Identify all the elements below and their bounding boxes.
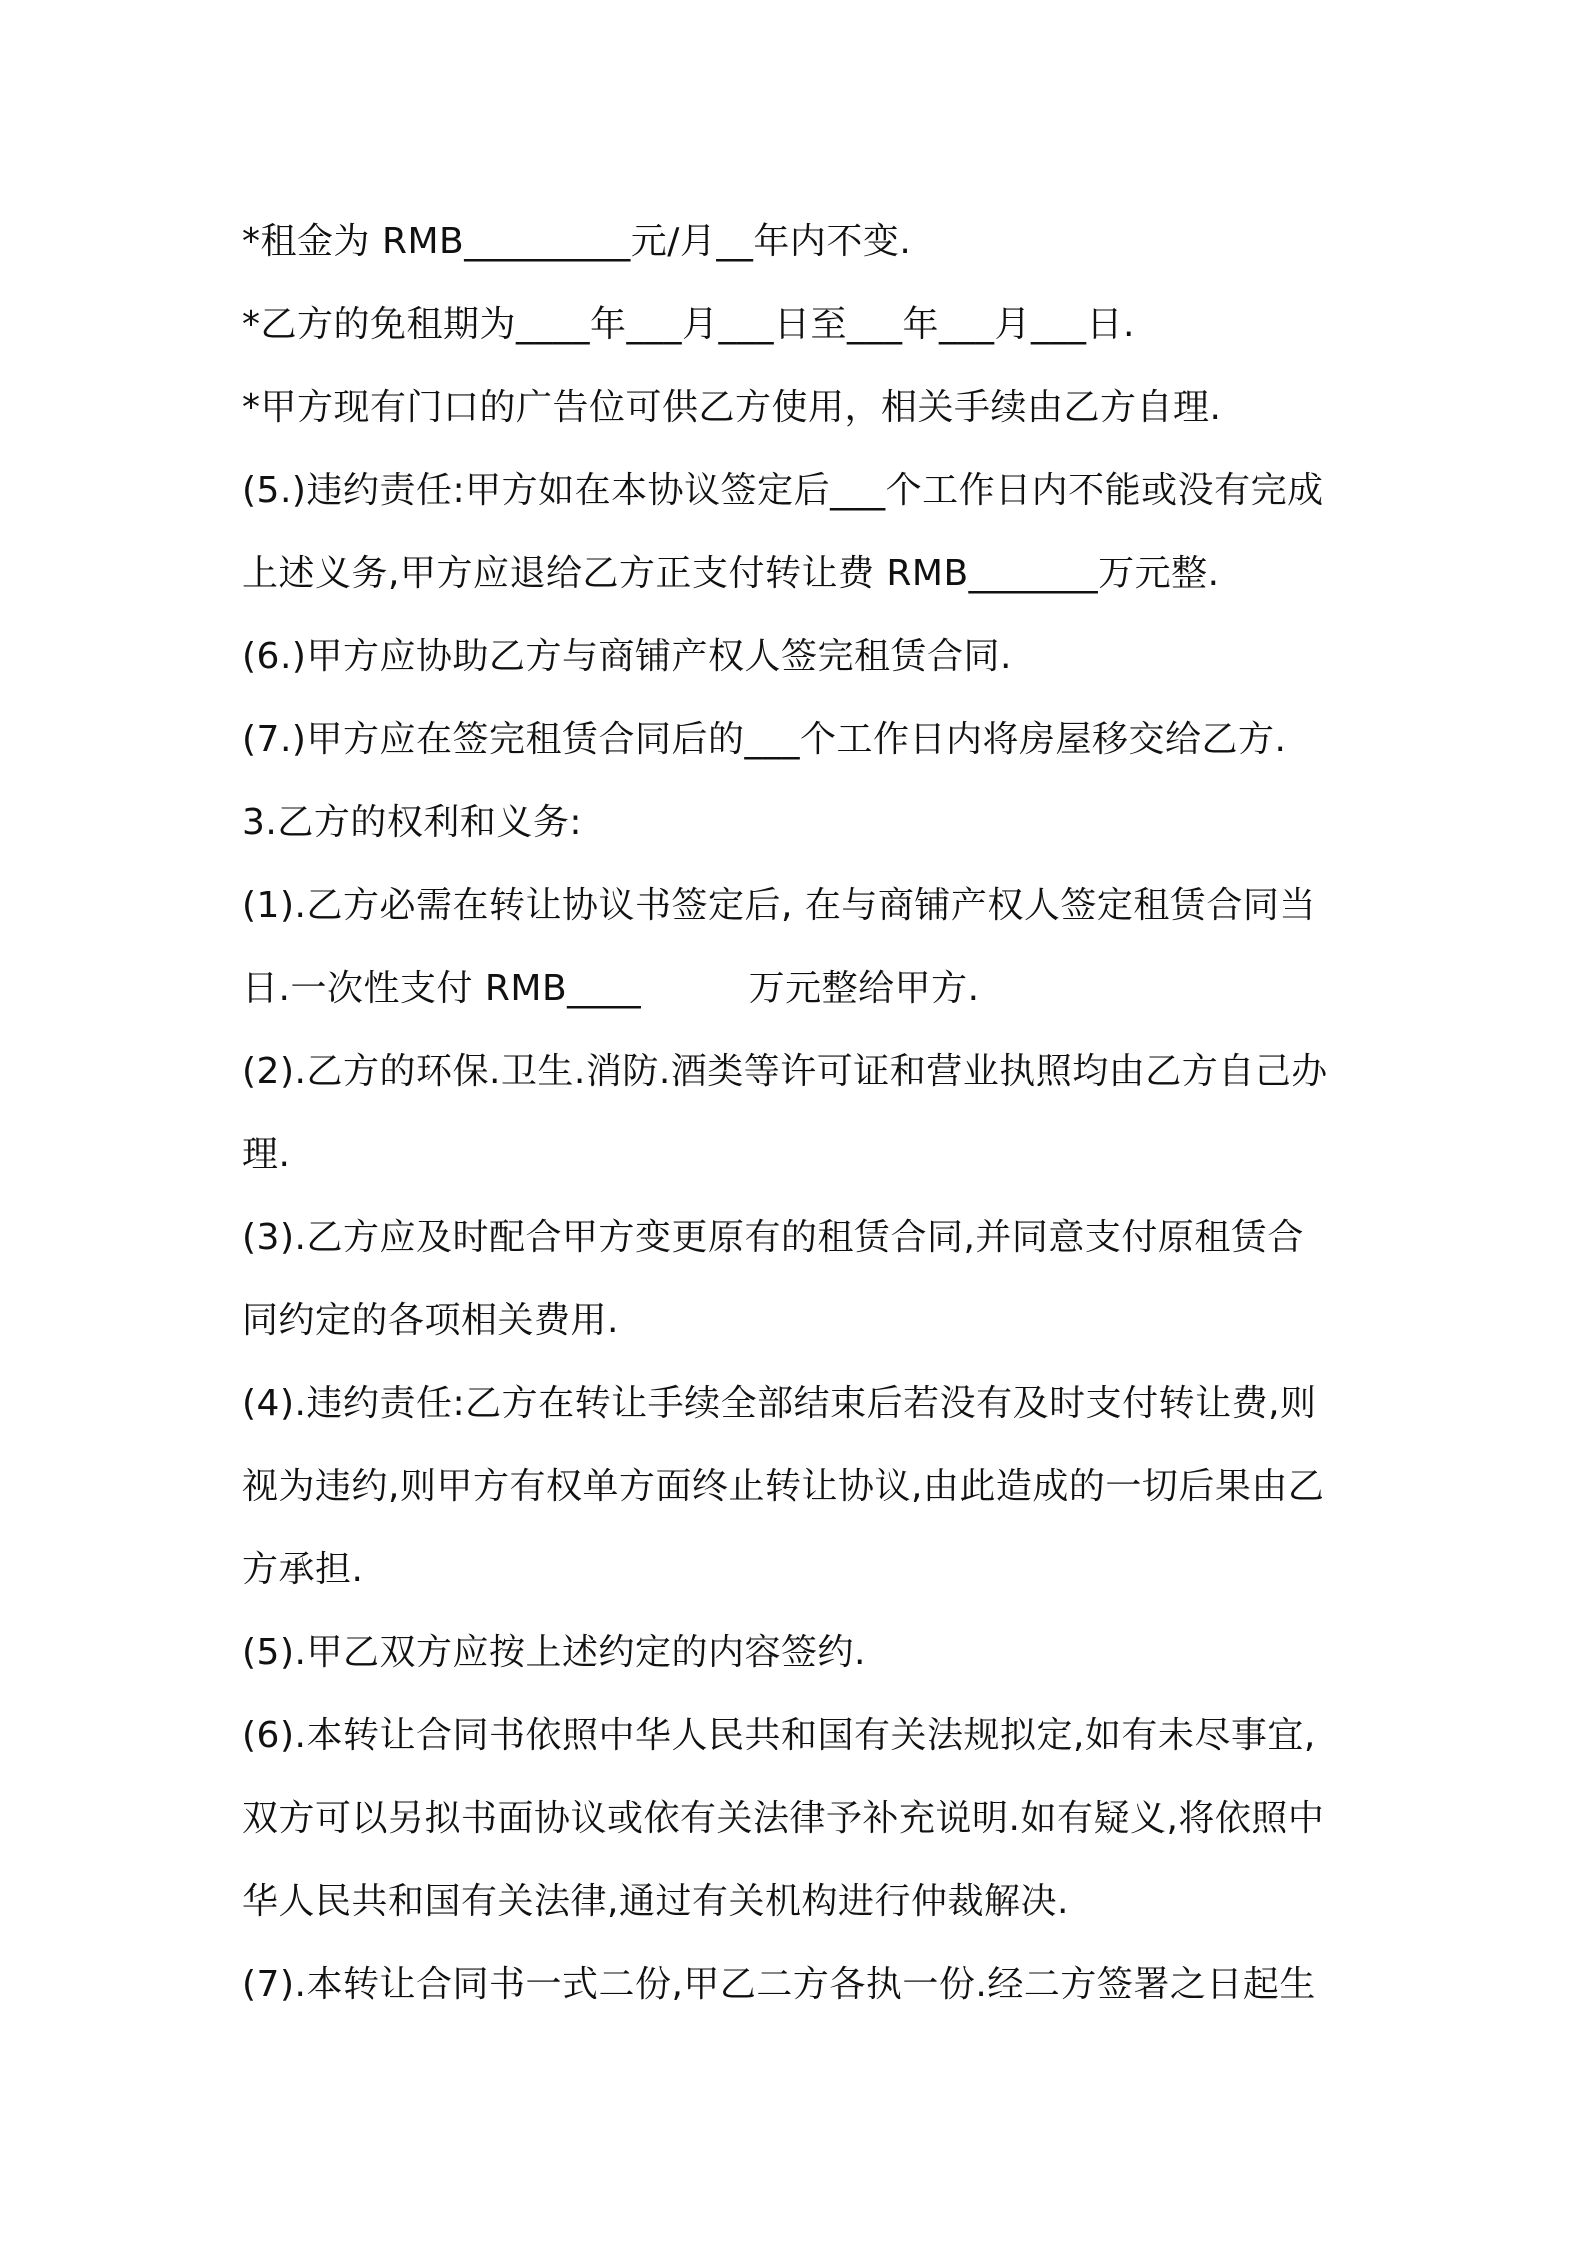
text-line: 视为违约,则甲方有权单方面终止转让协议,由此造成的一切后果由乙 [242, 1466, 1325, 1507]
text-line: (1).乙方必需在转让协议书签定后, 在与商铺产权人签定租赁合同当 [242, 885, 1316, 926]
text-line: 华人民共和国有关法律,通过有关机构进行仲裁解决. [242, 1881, 1069, 1922]
text-line: (6).本转让合同书依照中华人民共和国有关法规拟定,如有未尽事宜, [242, 1715, 1316, 1756]
text-line: (5).甲乙双方应按上述约定的内容签约. [242, 1632, 866, 1673]
text-line: (3).乙方应及时配合甲方变更原有的租赁合同,并同意支付原租赁合 [242, 1217, 1304, 1258]
text-line: 日.一次性支付 RMB____ 万元整给甲方. [242, 968, 980, 1009]
text-line: (5.)违约责任:甲方如在本协议签定后___个工作日内不能或没有完成 [242, 470, 1324, 511]
text-line: (2).乙方的环保.卫生.消防.酒类等许可证和营业执照均由乙方自己办 [242, 1051, 1328, 1092]
text-line: (6.)甲方应协助乙方与商铺产权人签完租赁合同. [242, 636, 1012, 677]
text-line: *甲方现有门口的广告位可供乙方使用，相关手续由乙方自理. [242, 387, 1222, 428]
text-line: (7).本转让合同书一式二份,甲乙二方各执一份.经二方签署之日起生 [242, 1964, 1316, 2005]
text-line: (7.)甲方应在签完租赁合同后的___个工作日内将房屋移交给乙方. [242, 719, 1287, 760]
section-heading: 3.乙方的权利和义务: [242, 802, 582, 843]
text-line: *乙方的免租期为____年___月___日至___年___月___日. [242, 304, 1135, 345]
text-line: 上述义务,甲方应退给乙方正支付转让费 RMB_______万元整. [242, 553, 1220, 594]
text-line: 方承担. [242, 1549, 364, 1590]
text-line: 同约定的各项相关费用. [242, 1300, 619, 1341]
document-body [242, 200, 1362, 2026]
text-line: *租金为 RMB_________元/月__年内不变. [242, 221, 912, 262]
text-line: (4).违约责任:乙方在转让手续全部结束后若没有及时支付转让费,则 [242, 1383, 1317, 1424]
text-line: 理. [242, 1134, 291, 1175]
text-line: 双方可以另拟书面协议或依有关法律予补充说明.如有疑义,将依照中 [242, 1798, 1325, 1839]
